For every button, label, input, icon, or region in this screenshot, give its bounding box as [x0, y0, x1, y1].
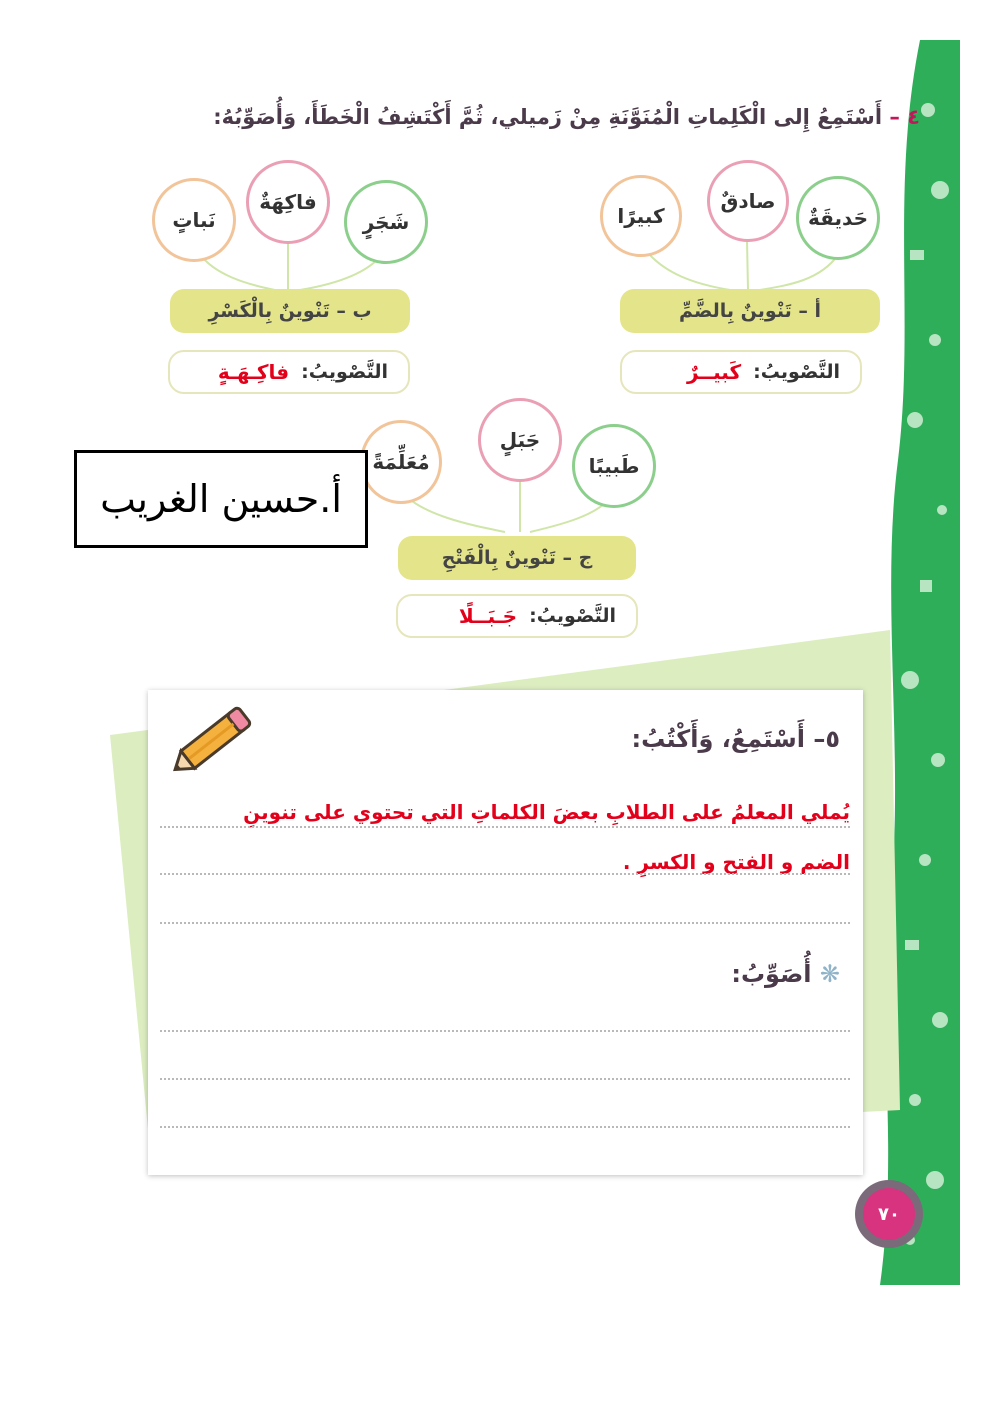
- word-bubble-tabiban: طَبيبًا: [572, 424, 656, 508]
- writing-line[interactable]: [160, 873, 850, 875]
- question-4-text: أَسْتَمِعُ إِلى الْكَلِماتِ الْمُنَوَّنَةِ مِنْ زَميلي، ثُمَّ أَكْتَشِفُ الْخَطَأَ، وَأُصَوِّبُهُ:: [213, 105, 883, 129]
- writing-line[interactable]: [160, 922, 850, 924]
- question-5-title: ٥– أَسْتَمِعُ، وَأَكْتُبُ:: [631, 725, 840, 753]
- dictation-instruction-line-2: الضم و الفتح و الكسرِ .: [622, 850, 850, 874]
- correction-answer-c: جَـبَــلًا: [458, 604, 518, 628]
- word-bubble-jabal: جَبَلٍ: [478, 398, 562, 482]
- word-bubble-shajar: شَجَرٍ: [344, 180, 428, 264]
- writing-line[interactable]: [160, 1078, 850, 1080]
- label-pill-kasra: ب – تَنْوينٌ بِالْكَسْرِ: [170, 289, 410, 333]
- word-bubble-hadiqa: حَديقَةٌ: [796, 176, 880, 260]
- teacher-name-box: [74, 450, 368, 548]
- word-bubble-sadiq: صادقٌ: [707, 160, 789, 242]
- word-bubble-nabat: نَباتٍ: [152, 178, 236, 262]
- flower-icon: ❋: [819, 960, 840, 988]
- correction-label-c: التَّصْويبُ:: [529, 605, 616, 627]
- teacher-name: أ.حسين الغريب: [100, 477, 342, 521]
- correction-label-b: التَّصْويبُ:: [301, 361, 388, 383]
- writing-line[interactable]: [160, 1126, 850, 1128]
- word-bubble-fakiha: فاكِهَةٌ: [246, 160, 330, 244]
- word-bubble-muallima: مُعَلِّمَةً: [360, 420, 442, 504]
- label-pill-fatha: ج – تَنْوينٌ بِالْفَتْحِ: [398, 536, 636, 580]
- correction-answer-b: فاكِـهَـةٍ: [217, 360, 290, 384]
- question-4-number: ٤ –: [889, 105, 920, 129]
- correction-title-text: أُصَوِّبُ:: [731, 960, 812, 988]
- correction-label-a: التَّصْويبُ:: [753, 361, 840, 383]
- correction-field-b[interactable]: [168, 350, 410, 394]
- page-number: ٧٠: [863, 1188, 915, 1240]
- correction-section-title: [560, 960, 840, 988]
- writing-line[interactable]: [160, 1030, 850, 1032]
- dictation-instruction-line-1: يُملي المعلمُ على الطلابِ بعضَ الكلماتِ التي تحتوي على تنوينِ: [243, 800, 850, 824]
- pencil-icon: [162, 696, 262, 788]
- correction-field-a[interactable]: [620, 350, 862, 394]
- page-number-badge: [855, 1180, 923, 1248]
- writing-line[interactable]: [160, 826, 850, 828]
- label-pill-damma: أ – تَنْوينٌ بِالضَّمِّ: [620, 289, 880, 333]
- correction-answer-a: كَبيــرٌ: [687, 360, 742, 384]
- word-bubble-kabiran: كبيرًا: [600, 175, 682, 257]
